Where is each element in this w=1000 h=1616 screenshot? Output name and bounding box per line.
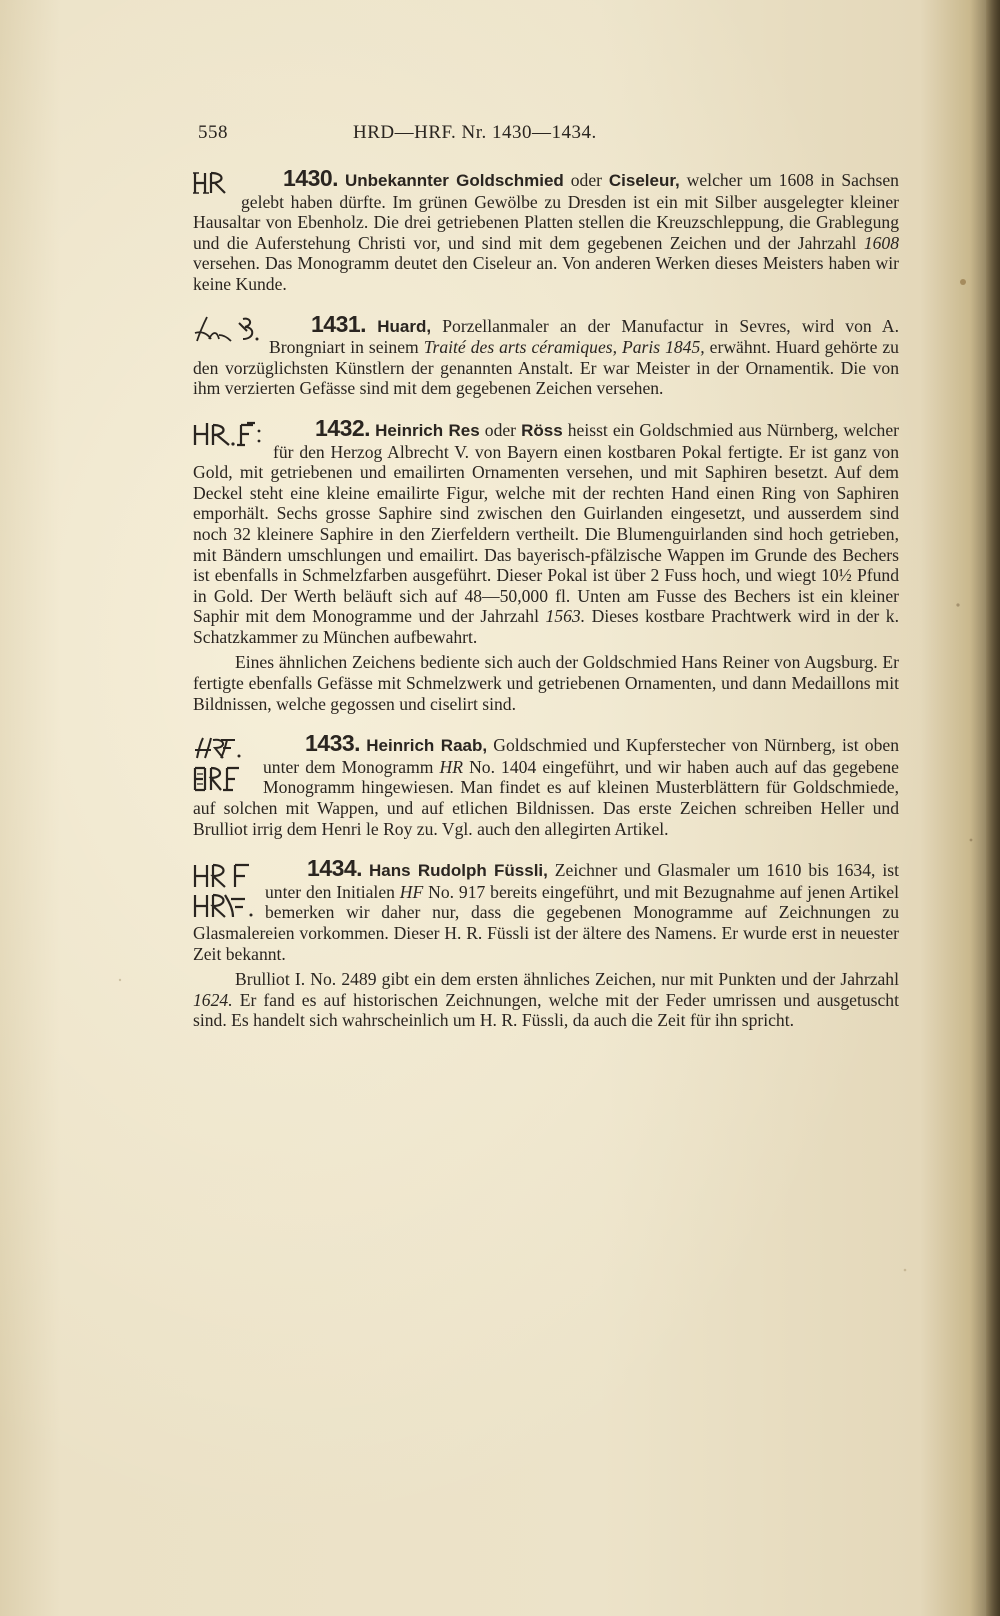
running-head	[198, 122, 898, 152]
entry-number: 1430.	[283, 165, 339, 191]
artist-name-2: Röss	[521, 420, 563, 440]
entry-paragraph: 1432. Heinrich Res oder Röss heisst ein Goldschmied aus Nürnberg, welcher für den Herzog Albrecht V. von Bayern einen kostbaren Pokal fertigte. Er ist ganz von Gold, mit getriebenen und emailirten Ornamenten versehen, und mit Saphiren besetzt. Auf dem Deckel steht eine kleine emailirte Figur, welche mit der rechten Hand einen Ring von Saphiren emporhält. Sechs grosse Saphire sind zwischen den Guirlanden eingesetzt, und ausserdem sind noch 32 kleinere Saphire in den Zierfeldern vertheilt. Die Blumenguirlanden sind hoch getrieben, mit Bändern umschlungen und emailirt. Das bayerisch-pfälzische Wappen im Grunde des Bechers ist ebenfalls in Schmelzfarben ausgeführt. Dieser Pokal ist über 2 Fuss hoch, und wiegt 10½ Pfund in Gold. Der Werth beläuft sich auf 48—50,000 fl. Unten am Fusse des Bechers ist ein kleiner Saphir mit dem Monogramme und der Jahrzahl 1563. Dieses kostbare Prachtwerk wird in der k. Schatzkammer zu München aufbewahrt.	[193, 414, 900, 647]
entry-1434	[193, 855, 899, 1031]
year: 1563.	[545, 606, 586, 627]
artist-name: Huard,	[377, 316, 432, 336]
monogram-reference: HF	[399, 881, 424, 902]
entry-paragraph: 1434. Hans Rudolph Füssli, Zeichner und Glasmaler um 1610 bis 1634, ist unter den Initialen HF No. 917 bereits eingeführt, und mit Bezugnahme auf jenen Artikel bemerken wir daher nur, dass die gegebenen Monogramme auf Zeichnungen zu Glasmalereien vorkommen. Dieser H. R. Füssli ist der ältere des Namens. Er wurde erst in neuester Zeit bekannt.	[193, 855, 899, 964]
artist-name: Heinrich Raab,	[366, 736, 488, 756]
entry-number: 1432.	[315, 414, 371, 441]
entry-number: 1433.	[305, 730, 361, 757]
page-number: 558	[198, 122, 228, 143]
monogram-mark	[191, 315, 261, 343]
monogram-hrf-icon	[191, 419, 265, 449]
entry-paragraph: 1430. Unbekannter Goldschmied oder Ciseleur, welcher um 1608 in Sachsen gelebt haben dürfte. Im grünen Gewölbe zu Dresden ist ein mit Silber ausgelegter kleiner Hausaltar von Ebenholz. Die drei getriebenen Platten stellen die Kreuzschleppung, die Grablegung und die Auferstehung Christi vor, und sind mit dem gegebenen Zeichen und der Jahrzahl 1608 versehen. Das Monogramm deutet den Ciseleur an. Von anderen Werken dieses Meisters haben wir keine Kunde.	[193, 165, 899, 294]
page-edge-shadow	[986, 0, 1000, 1616]
monogram-hr-icon	[191, 169, 233, 195]
entry-1433	[193, 730, 899, 839]
monogram-mark	[191, 734, 255, 794]
book-title: Traité des arts céramiques, Paris 1845,	[423, 337, 705, 358]
artist-name: Hans Rudolph Füssli,	[369, 861, 548, 881]
monogram-mark	[191, 169, 233, 195]
page-heading: HRD—HRF. Nr. 1430—1434.	[353, 122, 597, 143]
monogram-mark	[191, 419, 265, 449]
text-column	[193, 165, 900, 1050]
entry-number: 1434.	[307, 855, 363, 882]
monogram-hrf-double-icon	[191, 734, 255, 794]
monogram-hrf-pair-icon	[191, 859, 257, 921]
entry-1431	[193, 310, 899, 399]
monogram-hr-script-icon	[191, 315, 261, 343]
entry-1430	[193, 165, 899, 295]
artist-name: Unbekannter Goldschmied	[344, 171, 564, 190]
year: 1624.	[193, 989, 233, 1010]
entry-paragraph: 1431. Huard, Porzellanmaler an der Manufactur in Sevres, wird von A. Brongniart in seinem Traité des arts céramiques, Paris 1845, erwähnt. Huard gehörte zu den vorzüglichsten Künstlern der genannten Anstalt. Er war Meister in der Ornamentik. Die von ihm verzierten Gefässe sind mit dem gegebenen Zeichen versehen.	[193, 310, 899, 399]
artist-name: Heinrich Res	[375, 420, 480, 440]
entry-1432	[193, 414, 900, 714]
artist-name-2: Ciseleur,	[608, 171, 680, 190]
year: 1608	[863, 232, 899, 253]
entry-paragraph-2: Eines ähnlichen Zeichens bediente sich auch der Goldschmied Hans Reiner von Augsburg. Er fertigte ebenfalls Gefässe mit Schmelzwerk und getriebenen Ornamenten, und dann Medaillons mit Bildnissen, welche gegossen und ciselirt sind.	[193, 652, 899, 714]
monogram-reference: HR	[439, 756, 463, 777]
entry-number: 1431.	[311, 310, 367, 337]
entry-paragraph: 1433. Heinrich Raab, Goldschmied und Kupferstecher von Nürnberg, ist oben unter dem Monogramm HR No. 1404 eingeführt, und wir haben auch auf das gegebene Monogramm hingewiesen. Man findet es auf kleinen Musterblättern für Goldschmiede, auf solchen mit Wappen, und auf etlichen Bildnissen. Das erste Zeichen schreiben Heller und Brulliot irrig dem Henri le Roy zu. Vgl. auch den allegirten Artikel.	[193, 730, 899, 839]
monogram-mark	[191, 859, 257, 921]
entry-paragraph-2: Brulliot I. No. 2489 gibt ein dem ersten ähnliches Zeichen, nur mit Punkten und der Jahrzahl 1624. Er fand es auf historischen Zeichnungen, welche mit der Feder umrissen und ausgetuscht sind. Es handelt sich wahrscheinlich um H. R. Füssli, da auch die Zeit für ihn spricht.	[193, 969, 899, 1031]
